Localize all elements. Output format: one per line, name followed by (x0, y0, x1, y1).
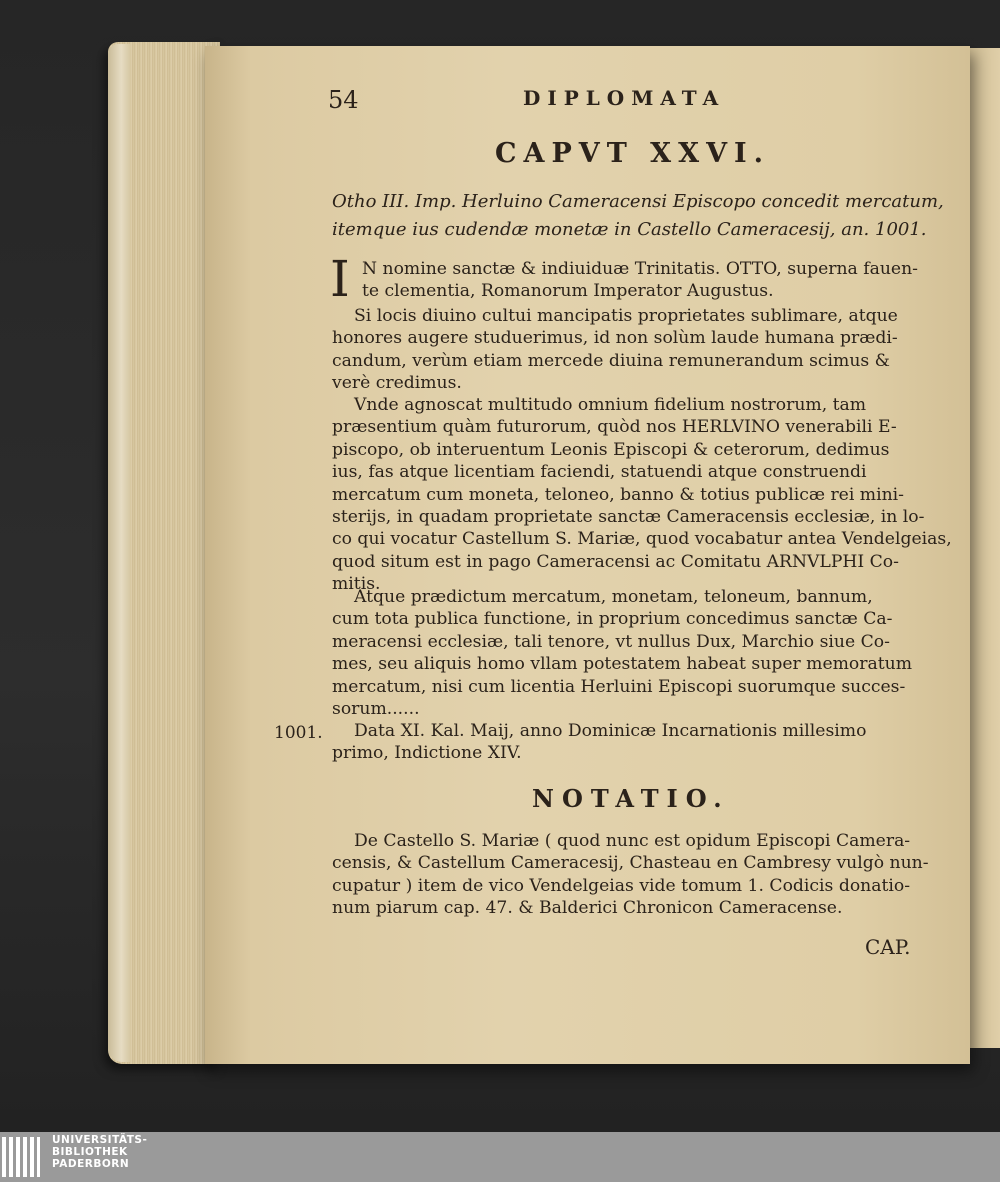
text-line: candum, verùm etiam mercede diuina remunerandum scimus & (332, 350, 890, 371)
catchword: CAP. (865, 935, 911, 959)
text-line: piscopo, ob interuentum Leonis Episcopi & ceterorum, dedimus (332, 439, 890, 460)
margin-year: 1001. (274, 723, 323, 743)
notatio-heading: NOTATIO. (532, 784, 730, 813)
chapter-title: CAPVT XXVI. (495, 138, 771, 169)
text-line: Atque prædictum mercatum, monetam, teloneum, bannum, (354, 587, 873, 607)
summary-line: Otho III. Imp. Herluino Cameracensi Episcopo concedit mercatum, (332, 191, 944, 212)
chapter-summary (332, 188, 944, 244)
page-number: 54 (328, 86, 359, 114)
running-head: DIPLOMATA (523, 86, 726, 110)
text-line: N nomine sanctæ & indiuiduæ Trinitatis. OTTO, superna fauen- (362, 259, 918, 279)
text-line: te clementia, Romanorum Imperator Augustus. (362, 281, 774, 302)
text-line: cum tota publica functione, in proprium concedimus sanctæ Ca- (332, 609, 893, 630)
text-line: quod situm est in pago Cameracensi ac Comitatu ARNVLPHI Co- (332, 551, 899, 572)
text-line: ius, fas atque licentiam faciendi, statuendi atque construendi (332, 462, 867, 483)
library-footer (0, 1132, 1000, 1182)
text-line: præsentium quàm futurorum, quòd nos HERLVINO venerabili E- (332, 417, 897, 438)
text-line: sterijs, in quadam proprietate sanctæ Cameracensis ecclesiæ, in lo- (332, 507, 925, 528)
text-line: mercatum cum moneta, teloneo, banno & totius publicæ rei mini- (332, 484, 904, 505)
paragraph-grant (332, 394, 952, 596)
notatio-paragraph (332, 830, 929, 920)
text-line: sorum...... (332, 699, 420, 720)
drop-cap: I (330, 250, 350, 308)
summary-line: itemque ius cudendæ monetæ in Castello Cameracesij, an. 1001. (332, 219, 927, 240)
text-line: primo, Indictione XIV. (332, 743, 522, 764)
text-line: co qui vocatur Castellum S. Mariæ, quod vocabatur antea Vendelgeias, (332, 529, 952, 550)
text-line: censis, & Castellum Cameracesij, Chasteau en Cambresy vulgò nun- (332, 853, 929, 874)
text-line: Si locis diuino cultui mancipatis proprietates sublimare, atque (354, 306, 898, 326)
text-line: mercatum, nisi cum licentia Herluini Episcopi suorumque succes- (332, 676, 906, 697)
logo-line: BIBLIOTHEK (52, 1146, 128, 1158)
text-line: meracensi ecclesiæ, tali tenore, vt nullus Dux, Marchio siue Co- (332, 631, 890, 652)
paragraph-concession (332, 586, 912, 720)
text-line: Vnde agnoscat multitudo omnium fidelium nostrorum, tam (354, 395, 867, 415)
library-logo-text (52, 1134, 147, 1170)
library-logo-icon (2, 1137, 42, 1177)
logo-line: PADERBORN (52, 1158, 130, 1170)
text-line: mes, seu aliquis homo vllam potestatem habeat super memoratum (332, 654, 913, 675)
paragraph-invocation (362, 258, 918, 303)
text-line: Data XI. Kal. Maij, anno Dominicæ Incarnationis millesimo (354, 721, 867, 741)
text-line: honores augere studuerimus, id non solùm laude humana prædi- (332, 328, 898, 349)
text-line: De Castello S. Mariæ ( quod nunc est opidum Episcopi Camera- (354, 831, 911, 851)
paragraph-preamble (332, 305, 898, 395)
book-cover-edge (108, 44, 130, 1062)
facing-page-edge (968, 48, 1000, 1048)
text-line: mitis. (332, 574, 381, 595)
logo-line: UNIVERSITÄTS- (52, 1134, 148, 1146)
text-line: verè credimus. (332, 373, 462, 394)
text-line: num piarum cap. 47. & Balderici Chronicon Cameracense. (332, 898, 843, 919)
text-line: cupatur ) item de vico Vendelgeias vide tomum 1. Codicis donatio- (332, 875, 911, 896)
paragraph-dating (332, 720, 866, 765)
